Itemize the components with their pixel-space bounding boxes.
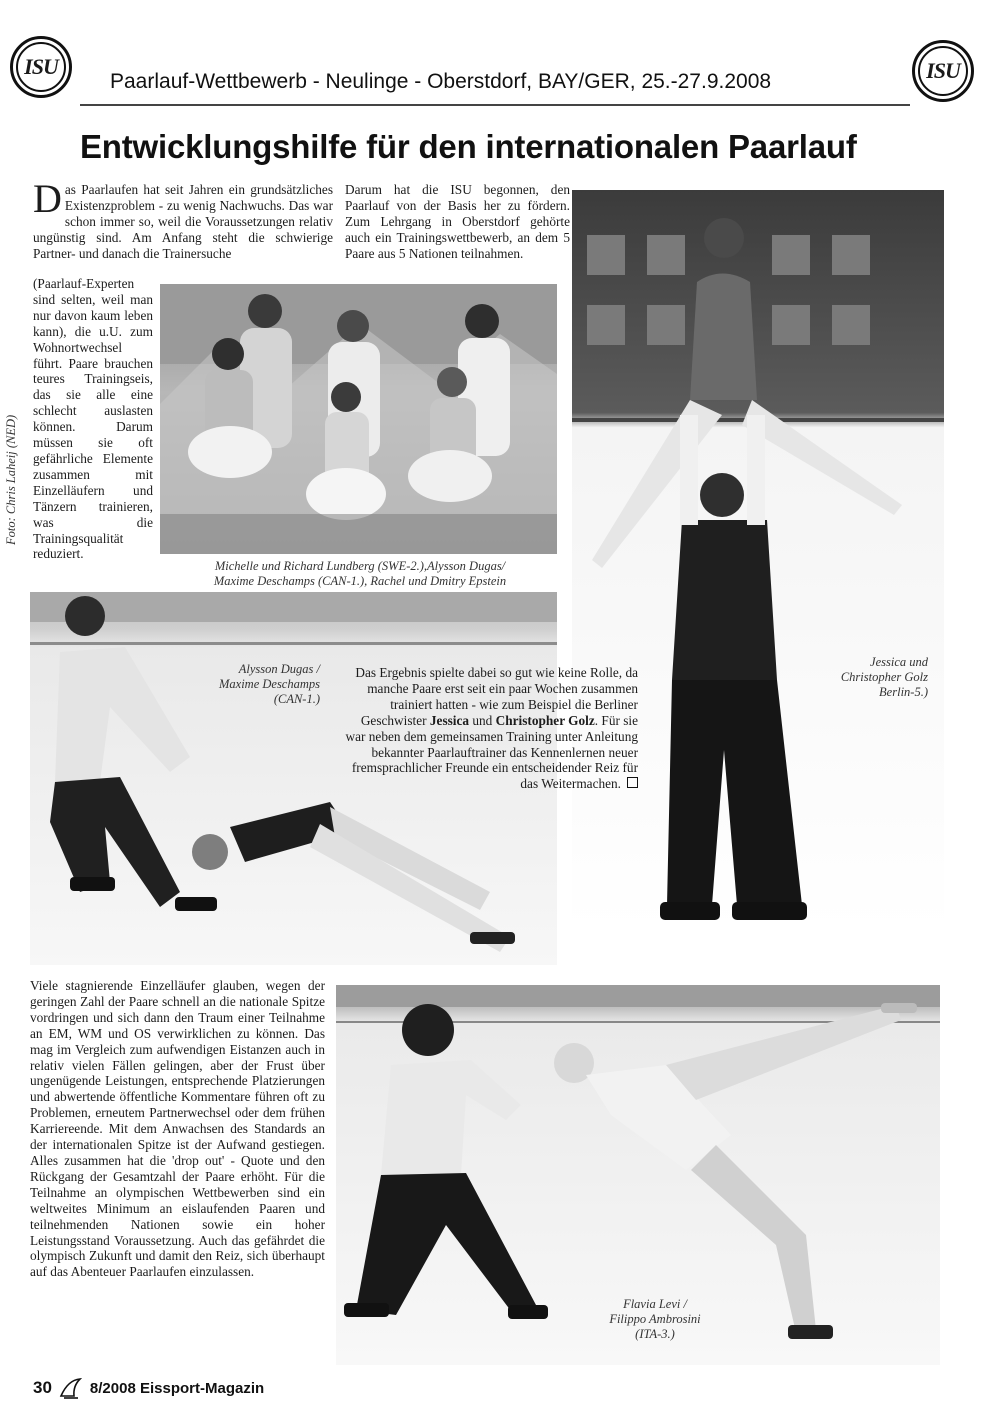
page-headline: Entwicklungshilfe für den internationalen Paarlauf [80, 128, 857, 165]
dugas-caption-line1: Alysson Dugas / [238, 662, 320, 676]
intro-text-narrow: (Paarlauf-Experten sind selten, weil man nur davon kaum leben kann), die u.U. zum Wohnortwechsel führt. Paare brauchen teures Trainingseis, das sie alle eine schlecht auslasten können. Darum müssen sie oft gefährliche Elemente zusammen mit Einzelläufern und Tänzern trainieren, was die Trainingsqualität reduziert. [33, 276, 153, 562]
levi-caption-line1: Flavia Levi / [623, 1297, 687, 1311]
isu-logo-right-icon [912, 40, 974, 102]
result-text-part1: Das Ergebnis spielte dabei so gut wie keine Rolle, da manche Paare erst seit ein paar Wochen zusammen trainiert hatten - wie zum Beispiel die Berliner Geschwister [355, 665, 638, 728]
podium-photo-graphic [160, 284, 557, 554]
golz-lift-graphic [572, 190, 944, 932]
golz-caption [800, 655, 928, 700]
result-name-christopher: Christopher Golz [495, 712, 595, 728]
page-number: 30 [33, 1378, 52, 1397]
golz-caption-line1: Jessica und [870, 655, 928, 669]
skater-emblem-icon [58, 1376, 84, 1400]
dugas-caption-line2: Maxime Deschamps [218, 677, 320, 691]
levi-caption [590, 1297, 720, 1342]
podium-photo [160, 284, 557, 554]
levi-caption-line2: Filippo Ambrosini [609, 1312, 701, 1326]
podium-caption [170, 559, 550, 589]
square-end-icon [627, 777, 638, 788]
dugas-caption-line3: (CAN-1.) [273, 692, 320, 706]
result-paragraph [340, 665, 638, 792]
intro-text-wide: as Paarlaufen hat seit Jahren ein grundsätzliches Existenzproblem - zu wenig Nachwuchs. Das war schon immer so, weil die Voraussetzungen relativ ungünstig sind. Am Anfang steht die schwierige Partner- und danach die Trainersuche [33, 182, 333, 261]
levi-caption-line3: (ITA-3.) [635, 1327, 675, 1341]
result-name-jessica: Jessica [429, 712, 470, 728]
page-footer [33, 1376, 264, 1400]
lower-paragraph [30, 978, 325, 1280]
header-title: Paarlauf-Wettbewerb - Neulinge - Oberstdorf, BAY/GER, 25.-27.9.2008 [110, 70, 772, 93]
intro-paragraph-narrow [33, 276, 153, 562]
column2-paragraph [345, 182, 570, 262]
isu-logo-left-icon [10, 36, 72, 98]
result-text-part2: . Für sie war neben dem gemeinsamen Training unter Anleitung bekannter Paarlauftrainer das Kennenlernen neuer fremsprachlicher Freunde ein entscheidender Reiz für das Weitermachen. [345, 712, 638, 792]
isu-logo-text: ISU [918, 46, 968, 96]
golz-caption-line2: Christopher Golz [840, 670, 928, 684]
header-divider [80, 104, 910, 106]
golz-caption-line3: Berlin-5.) [879, 685, 928, 699]
lower-text: Viele stagnierende Einzelläufer glauben, wegen der geringen Zahl der Paare schnell an die nationale Spitze vordringen und sich dann den Traum einer Teilnahme an EM, WM und OS verwirklichen zu können. Das mag im Vergleich zum aufwendigen Eistanzen auch in relativ vielen Fällen gelingen, aber der Frust über ungenügende Leistungen, entsprechende Platzierungen und abwertende öffentliche Kommentare führen oft zu Problemen, erneutem Partnerwechsel oder dem frühen Karriereende. Mit dem Anwachsen des Standards an der internationalen Spitze ist der Aufwand gestiegen. Alles zusammen hat die 'drop out' - Quote und den Rückgang der Gesamtzahl der Paare erhöht. Für die Teilnahme an olympischen Wettbewerben sind ein weltweites Minimum an eislaufenden Paaren und teilnehmenden Nationen sowie ein hoher Leistungsstand Voraussetzung. Auch das gefährdet die olympisch Zukunft und damit den Reiz, sich überhaupt auf das Abenteuer Paarlaufen einzulassen. [30, 978, 325, 1280]
photo-credit: Foto: Chris Laheij (NED) [4, 414, 18, 545]
dugas-caption [200, 662, 320, 707]
result-text-and: und [472, 712, 493, 728]
podium-caption-line1: Michelle und Richard Lundberg (SWE-2.),Alysson Dugas/ [214, 559, 506, 573]
podium-caption-line2: Maxime Deschamps (CAN-1.), Rachel und Dmitry Epstein [213, 574, 507, 588]
column2-text: Darum hat die ISU begonnen, den Paarlauf von der Basis her zu fördern. Zum Lehrgang in Oberstdorf gehörte auch ein Trainingswettbewerb, an dem 5 Paare aus 5 Nationen teilnahmen. [345, 182, 570, 261]
drop-cap: D [33, 176, 62, 221]
golz-lift-photo [572, 190, 944, 932]
isu-logo-text: ISU [16, 42, 66, 92]
intro-paragraph [33, 176, 333, 262]
footer-issue: 8/2008 Eissport-Magazin [89, 1379, 265, 1397]
